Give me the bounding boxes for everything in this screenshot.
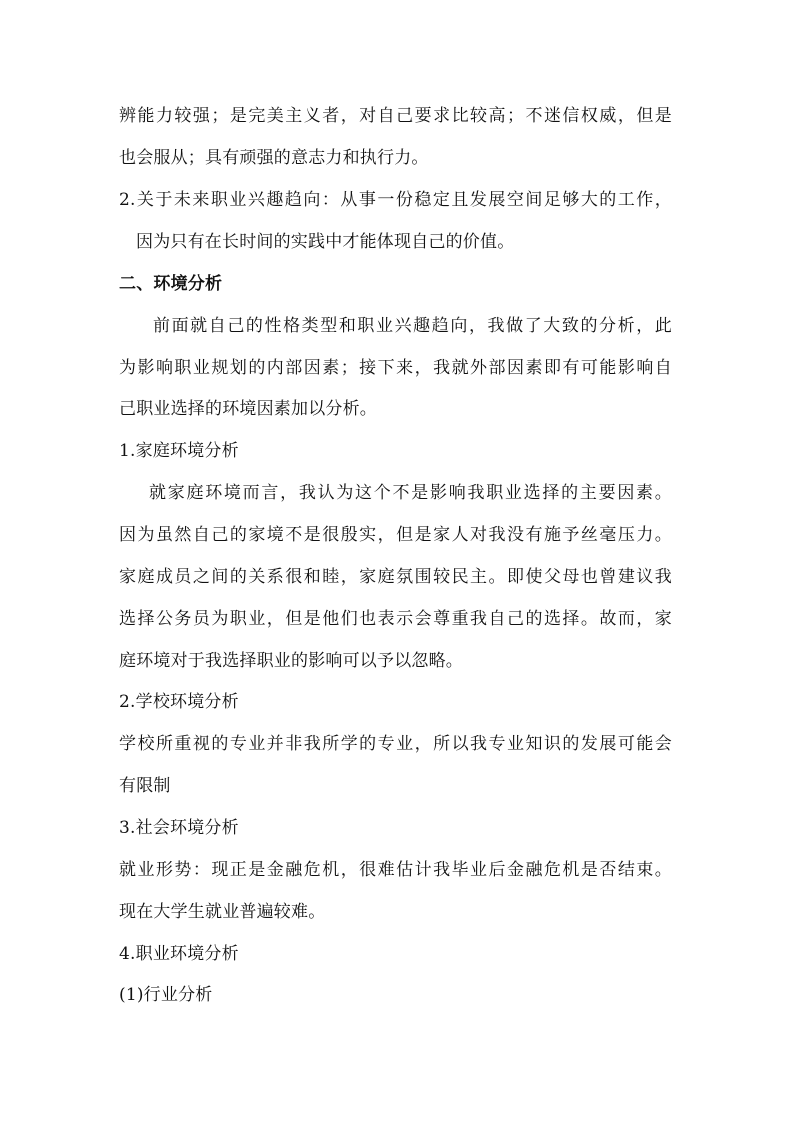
paragraph-line: 庭环境对于我选择职业的影响可以予以忽略。 [119, 651, 463, 671]
paragraph-line: 现在大学生就业普遍较难。 [119, 902, 326, 922]
list-item-line: 因为只有在长时间的实践中才能体现自己的价值。 [136, 232, 515, 252]
subsection-heading: 1.家庭环境分析 [119, 441, 239, 461]
paragraph-line: 前面就自己的性格类型和职业兴趣趋向，我做了大致的分析，此 [153, 316, 672, 336]
subsection-heading: 2.学校环境分析 [119, 692, 239, 712]
subsection-heading: (1)行业分析 [119, 985, 213, 1005]
list-item-line: 2.关于未来职业兴趣趋向：从事一份稳定且发展空间足够大的工作， [119, 190, 672, 210]
paragraph-line: 家庭成员之间的关系很和睦，家庭氛围较民主。即使父母也曾建议我 [119, 567, 672, 587]
paragraph-line: 己职业选择的环境因素加以分析。 [119, 399, 377, 419]
paragraph-line: 就业形势：现正是金融危机，很难估计我毕业后金融危机是否结束。 [119, 860, 672, 880]
paragraph-line: 为影响职业规划的内部因素；接下来，我就外部因素即有可能影响自 [119, 358, 672, 378]
subsection-heading: 4.职业环境分析 [119, 944, 239, 964]
paragraph-line: 因为虽然自己的家境不是很殷实，但是家人对我没有施予丝毫压力。 [119, 525, 672, 545]
paragraph-line: 辨能力较强；是完美主义者，对自己要求比较高；不迷信权威，但是 [119, 106, 672, 126]
paragraph-line: 选择公务员为职业，但是他们也表示会尊重我自己的选择。故而，家 [119, 609, 672, 629]
paragraph-line: 有限制 [119, 776, 171, 796]
paragraph-line: 学校所重视的专业并非我所学的专业，所以我专业知识的发展可能会 [119, 734, 672, 754]
paragraph-line: 就家庭环境而言，我认为这个不是影响我职业选择的主要因素。 [149, 483, 672, 503]
subsection-heading: 3.社会环境分析 [119, 818, 239, 838]
section-heading: 二、环境分析 [119, 274, 223, 294]
paragraph-line: 也会服从；具有顽强的意志力和执行力。 [119, 148, 429, 168]
